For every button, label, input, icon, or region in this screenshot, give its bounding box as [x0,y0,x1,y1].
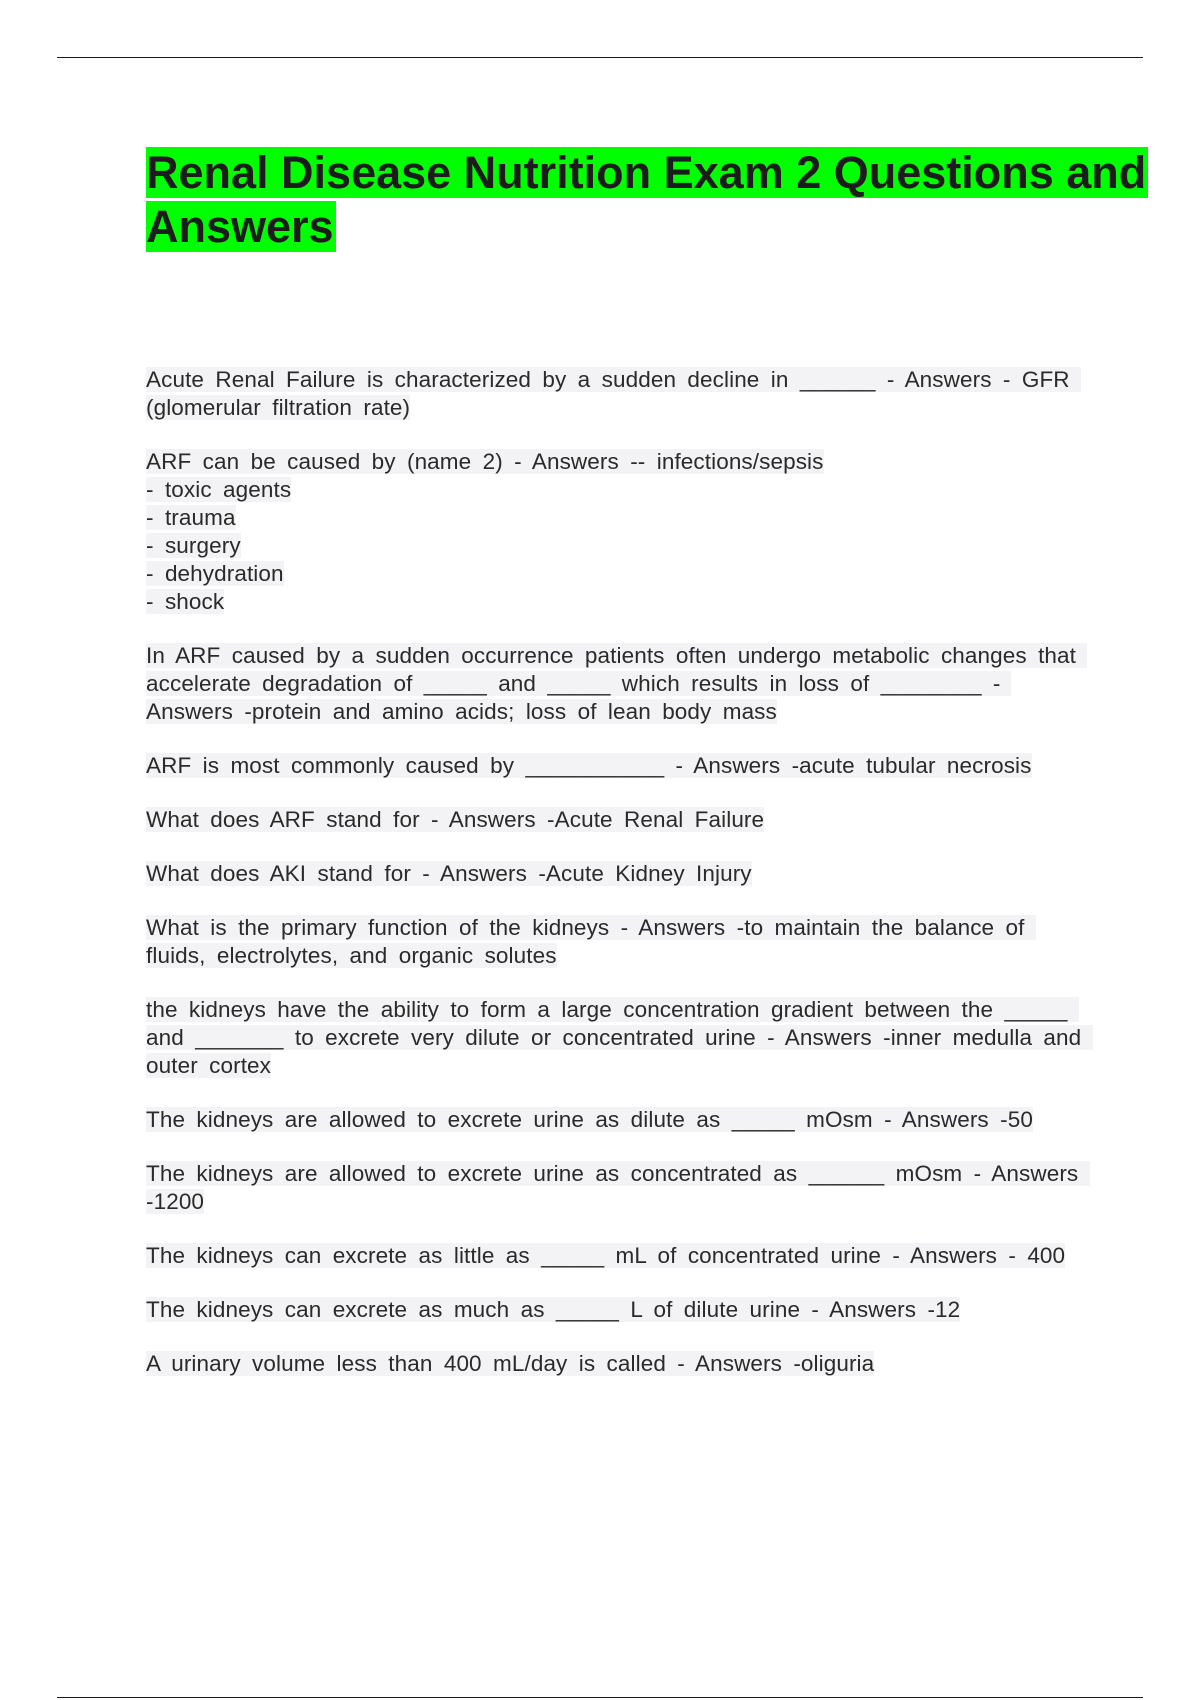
qa-item: What does ARF stand for - Answers -Acute Renal Failure [146,807,765,832]
qa-item: the kidneys have the ability to form a large concentration gradient between the _____ and _______ to excrete very dilute or concentrated urine - Answers -inner medulla and outer cortex [146,997,1093,1078]
qa-item: The kidneys can excrete as much as _____ L of dilute urine - Answers -12 [146,1297,961,1322]
qa-item: The kidneys can excrete as little as _____ mL of concentrated urine - Answers - 400 [146,1243,1066,1268]
qa-item: A urinary volume less than 400 mL/day is called - Answers -oliguria [146,1351,875,1376]
document-title [146,146,1200,254]
qa-item: The kidneys are allowed to excrete urine as concentrated as ______ mOsm - Answers -1200 [146,1161,1090,1214]
qa-item: ARF can be caused by (name 2) - Answers -- infections/sepsis - toxic agents - trauma - surgery - dehydration - shock [146,449,824,614]
bottom-rule [57,1697,1143,1698]
qa-list [146,366,1093,1404]
top-rule [57,57,1143,58]
qa-item: Acute Renal Failure is characterized by a sudden decline in ______ - Answers - GFR (glomerular filtration rate) [146,367,1081,420]
title-highlight: Renal Disease Nutrition Exam 2 Questions and Answers [146,147,1147,252]
qa-item: What is the primary function of the kidneys - Answers -to maintain the balance of fluids, electrolytes, and organic solutes [146,915,1036,968]
qa-item: In ARF caused by a sudden occurrence patients often undergo metabolic changes that accelerate degradation of _____ and _____ which results in loss of ________ - Answers -protein and amino acids; loss of lean body mass [146,643,1088,724]
qa-item: What does AKI stand for - Answers -Acute Kidney Injury [146,861,752,886]
qa-item: The kidneys are allowed to excrete urine as dilute as _____ mOsm - Answers -50 [146,1107,1033,1132]
qa-item: ARF is most commonly caused by ___________ - Answers -acute tubular necrosis [146,753,1032,778]
